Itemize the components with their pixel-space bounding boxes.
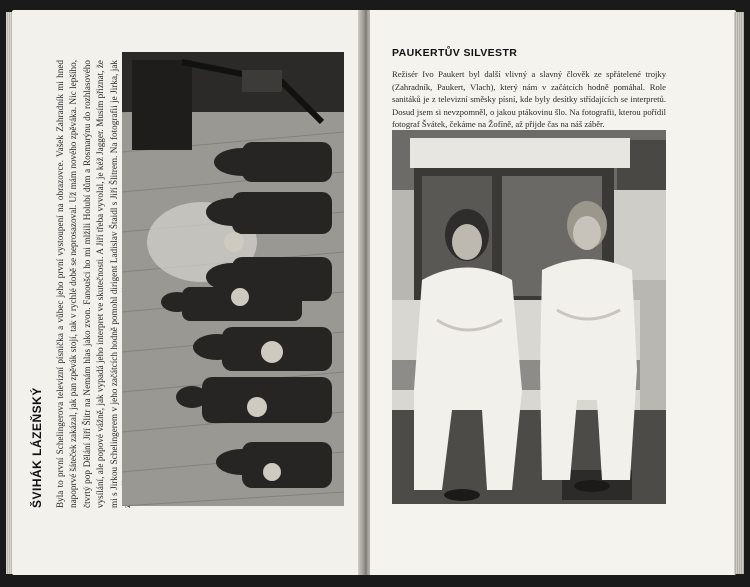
band-photo [122,52,344,506]
left-page-heading: ŠVIHÁK LÁZEŇSKÝ [30,387,44,508]
right-page-body: Režisér Ivo Paukert byl další vlivný a slavný člověk ze spřátelené trojky (Zahradník, Paukert, Vlach), který nám v začátcích hodně pomáhal. Role sanitáků je z televizní směsky písní, kde byly desítky střídajících se interpretů. Dosud jsem si nevzpomněl, o jakou ptákovinu šlo. Na fotografii, kterou pořídil fotograf Švátek, čekáme na Žofíně, až přijde čas na náš záběr. [392,69,666,130]
right-page-heading: PAUKERTŮV SILVESTR [392,47,518,59]
right-page [370,10,736,575]
left-page-body: Byla to první Schelingerova televizní písnička a vůbec jeho první vystoupení na obrazovce. Vašek Zahradník mi hned napoprvé šáteček zakázal, jak pan zpěvák stojí, tak v rychlé době se neprosazoval. Už mám nového zpěváka. Nic lepšího, čtvrtý pop Dělání Jiří Šlitr na Nemám hlas jako zvon. Fanoušci ho mi mlžili Holubí dům a Rosmarýnu do rozhlasového vysílání, ale popové vážně, jak vypadá jeho interpret ve skutečnosti. A Jiří třeba vyvolal, je kéž Jagger. Musím přiznat, že mi s Jirkou Schelingerem v jeho začátcích hodně pomohl dirigent Ladislav Štaidl s Jiří Šlitrem. Na fotografii je Jirka, jak [55,60,119,508]
left-page [12,10,364,575]
left-page-text-block [30,60,126,508]
page-edges-right [734,12,744,574]
ambulance-photo [392,130,666,504]
